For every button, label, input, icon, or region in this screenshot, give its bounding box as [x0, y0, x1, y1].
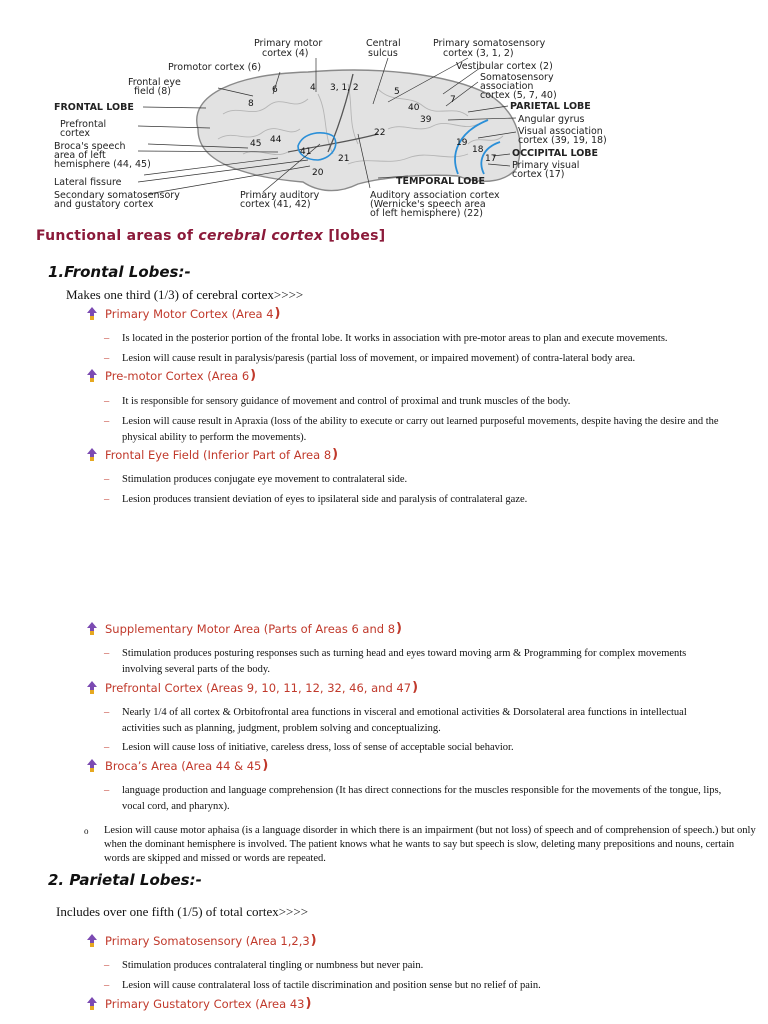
num-20: 20: [312, 168, 324, 178]
num-22: 22: [374, 128, 386, 138]
broca-item-1: – language production and language comprehension (It has direct connections for the muscles responsible for the movements of the tongue, lips, vocal cord, and pharynx).: [104, 785, 722, 812]
num-7: 7: [450, 95, 456, 105]
label-prefrontal: Prefrontal: [60, 119, 107, 130]
subheading-prefrontal: Prefrontal Cortex (Areas 9, 10, 11, 12, 32, 46, and 47 ): [86, 680, 418, 695]
label-secondary-somato-2: and gustatory cortex: [54, 199, 154, 210]
subheading-frontal-eye-field: Frontal Eye Field (Inferior Part of Area 8 ): [86, 447, 338, 462]
num-6: 6: [272, 85, 278, 95]
somato-item-2: – Lesion will cause contralateral loss of tactile discrimination and position sense but no relief of pain.: [104, 980, 541, 991]
num-39: 39: [420, 115, 432, 125]
frontal-eye-item-2: – Lesion produces transient deviation of eyes to ipsilateral side and paralysis of contralateral gaze.: [104, 494, 528, 505]
label-central: Central: [366, 38, 401, 49]
parietal-heading: 2. Parietal Lobes:-: [48, 871, 202, 889]
label-primary-visual: Primary visual: [512, 160, 580, 171]
num-17: 17: [485, 154, 497, 164]
parietal-intro: Includes over one fifth (1/5) of total cortex>>>>: [56, 904, 309, 919]
label-frontal-eye-2: field (8): [134, 86, 171, 97]
subheading-supplementary-motor: Supplementary Motor Area (Parts of Areas 6 and 8 ): [86, 621, 402, 636]
num-8: 8: [248, 99, 254, 109]
label-prefrontal-2: cortex: [60, 128, 90, 139]
label-frontal-eye: Frontal eye: [128, 77, 181, 88]
frontal-intro: Makes one third (1/3) of cerebral cortex>>>>: [66, 287, 304, 302]
num-4: 4: [310, 83, 316, 93]
label-auditory-assoc-2: (Wernicke's speech area: [370, 199, 486, 210]
num-41: 41: [300, 147, 312, 157]
somato-item-1: – Stimulation produces contralateral tingling or numbness but never pain.: [104, 960, 424, 971]
label-primary-auditory: Primary auditory: [240, 190, 320, 201]
arrow-bullet-icon: [86, 997, 98, 1010]
label-vestibular: Vestibular cortex (2): [456, 61, 553, 72]
arrow-bullet-icon: [86, 369, 98, 382]
num-21: 21: [338, 154, 350, 164]
label-auditory-assoc-3: of left hemisphere) (22): [370, 208, 483, 219]
num-5: 5: [394, 87, 400, 97]
label-lateral-fissure: Lateral fissure: [54, 177, 122, 188]
label-broca-3: hemisphere (44, 45): [54, 159, 151, 170]
subheading-gustatory: Primary Gustatory Cortex (Area 43 ): [86, 996, 311, 1011]
primary-motor-item-2: – Lesion will cause result in paralysis/paresis (partial loss of movement, or impaired movement) of contra-lateral body area.: [104, 353, 636, 364]
label-auditory-assoc: Auditory association cortex: [370, 190, 500, 201]
arrow-bullet-icon: [86, 759, 98, 772]
label-secondary-somato: Secondary somatosensory: [54, 190, 180, 201]
num-45: 45: [250, 139, 262, 149]
premotor-item-2: – Lesion will cause result in Apraxia (loss of the ability to execute or carry out learned purposeful movements, despite having the desire and the physical ability to perform the movements).: [104, 416, 719, 443]
broca-lesion-item: o Lesion will cause motor aphaisa (is a language disorder in which there is an impairment (but not loss) of speech and of comprehension of speech.) but only when the dominant hemisphere is involved. The patient knows what he wants to say but speech is slow, deleting many prepositions and nouns, certain words are skipped and missed or words are repeated.: [84, 825, 756, 864]
brain-diagram: [48, 34, 648, 224]
frontal-heading: 1.Frontal Lobes:-: [48, 263, 191, 281]
label-primary-motor: Primary motor: [254, 38, 323, 49]
premotor-item-1: – It is responsible for sensory guidance of movement and control of proximal and trunk muscles of the body.: [104, 396, 571, 407]
label-occipital-lobe: OCCIPITAL LOBE: [512, 148, 599, 159]
label-primary-visual-2: cortex (17): [512, 169, 565, 180]
frontal-eye-item-1: – Stimulation produces conjugate eye movement to contralateral side.: [104, 474, 408, 485]
subheading-broca: Broca’s Area (Area 44 & 45 ): [86, 758, 268, 773]
label-primary-motor-2: cortex (4): [262, 48, 309, 59]
arrow-bullet-icon: [86, 681, 98, 694]
prefrontal-item-1: – Nearly 1/4 of all cortex & Orbitofrontal area functions in visceral and emotional activities & Dorsolateral area functions in intellectual activities such as planning, judgment, problem solving and conceptualizing.: [104, 707, 687, 734]
label-somato-assoc-3: cortex (5, 7, 40): [480, 90, 557, 101]
label-frontal-lobe: FRONTAL LOBE: [54, 102, 134, 113]
arrow-bullet-icon: [86, 934, 98, 947]
arrow-bullet-icon: [86, 622, 98, 635]
label-primary-somato-2: cortex (3, 1, 2): [443, 48, 514, 59]
num-44: 44: [270, 135, 282, 145]
title-italic: cerebral cortex: [198, 228, 324, 244]
label-premotor: Promotor cortex (6): [168, 62, 262, 73]
num-19: 19: [456, 138, 468, 148]
label-parietal-lobe: PARIETAL LOBE: [510, 101, 591, 112]
num-18: 18: [472, 145, 484, 155]
supplementary-item-1: – Stimulation produces posturing responses such as turning head and eyes toward moving arm & Programming for complex movements involving several parts of the body.: [104, 648, 687, 675]
label-somato-assoc: Somatosensory: [480, 72, 554, 83]
label-primary-somato: Primary somatosensory: [433, 38, 546, 49]
label-visual-assoc: Visual association: [518, 126, 603, 137]
arrow-bullet-icon: [86, 307, 98, 320]
label-angular: Angular gyrus: [518, 114, 585, 125]
subheading-primary-somatosensory: Primary Somatosensory (Area 1,2,3 ): [86, 933, 317, 948]
subheading-premotor: Pre-motor Cortex (Area 6 ): [86, 368, 256, 383]
label-visual-assoc-2: cortex (39, 19, 18): [518, 135, 607, 146]
primary-motor-item-1: – Is located in the posterior portion of the frontal lobe. It works in association with pre-motor areas to plan and execute movements.: [104, 333, 668, 344]
label-broca-2: area of left: [54, 150, 106, 161]
label-somato-assoc-2: association: [480, 81, 534, 92]
label-temporal-lobe: TEMPORAL LOBE: [396, 176, 486, 187]
page-title: [36, 228, 386, 244]
num-312: 3, 1, 2: [330, 83, 359, 93]
arrow-bullet-icon: [86, 448, 98, 461]
prefrontal-item-2: – Lesion will cause loss of initiative, careless dress, loss of sense of acceptable social behavior.: [104, 742, 514, 753]
title-suffix: [lobes]: [323, 228, 386, 244]
subheading-primary-motor: Primary Motor Cortex (Area 4 ): [86, 306, 281, 321]
label-primary-auditory-2: cortex (41, 42): [240, 199, 311, 210]
label-central-2: sulcus: [368, 48, 398, 59]
label-broca: Broca's speech: [54, 141, 126, 152]
title-prefix: Functional areas of: [36, 228, 199, 244]
num-40: 40: [408, 103, 420, 113]
